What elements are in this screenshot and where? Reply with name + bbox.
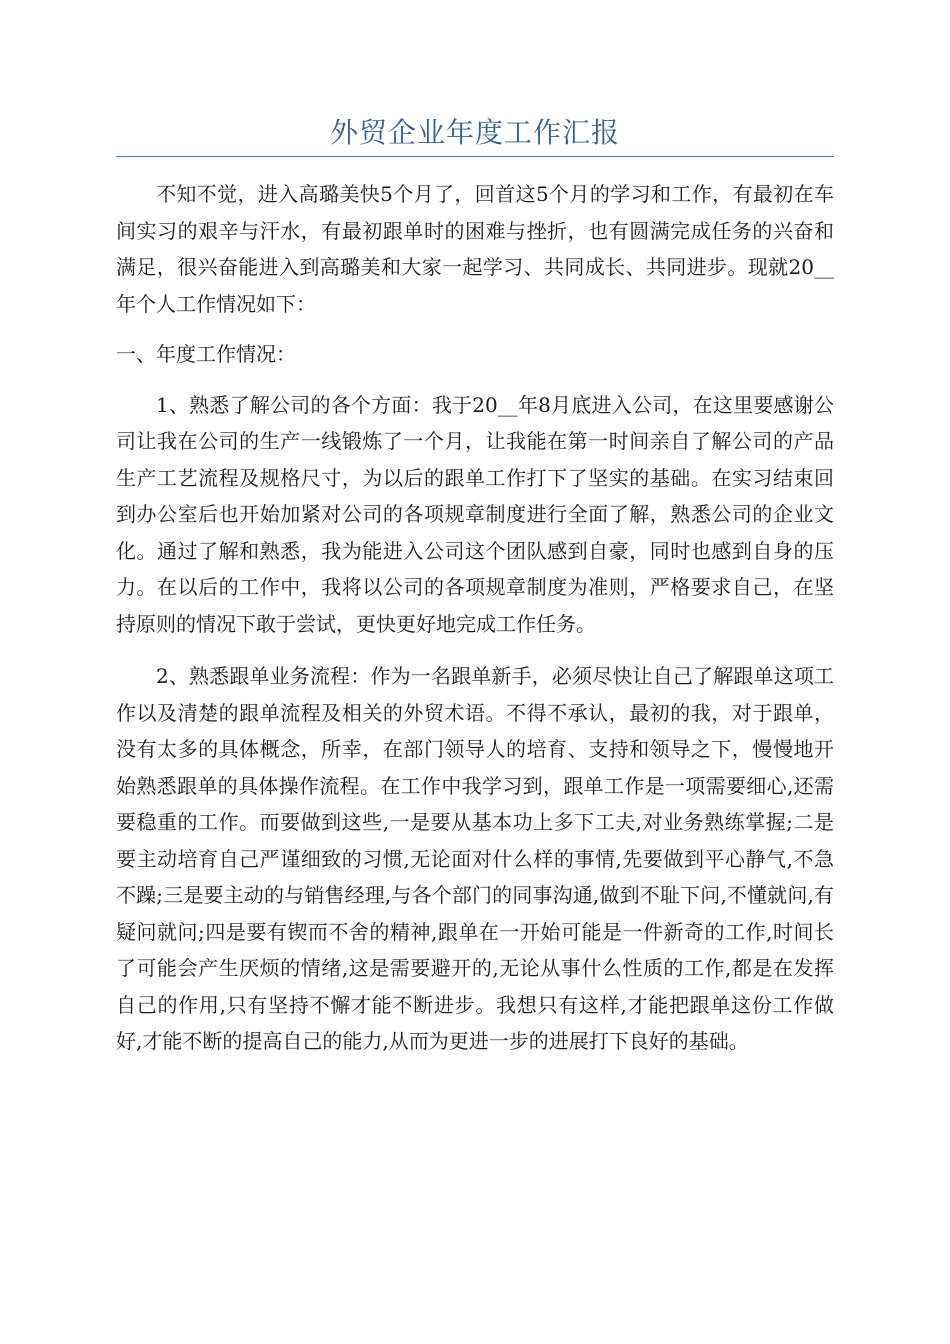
document-title: 外贸企业年度工作汇报 (329, 116, 620, 149)
intro-paragraph: 不知不觉，进入高璐美快5个月了，回首这5个月的学习和工作，有最初在车间实习的艰辛与汗水，有最初跟单时的困难与挫折，也有圆满完成任务的兴奋和满足，很兴奋能进入到高璐美和大家一起学习、共同成长、共同进步。现就20__年个人工作情况如下： (116, 182, 834, 316)
section-heading: 一、年度工作情况： (116, 342, 296, 366)
title-block (116, 110, 834, 157)
document-body (116, 176, 834, 1060)
item-1-paragraph: 1、熟悉了解公司的各个方面：我于20__年8月底进入公司，在这里要感谢公司让我在公司的生产一线锻炼了一个月，让我能在第一时间亲自了解公司的产品生产工艺流程及规格尺寸，为以后的跟单工作打下了坚实的基础。在实习结束回到办公室后也开始加紧对公司的各项规章制度进行全面了解，熟悉公司的企业文化。通过了解和熟悉，我为能进入公司这个团队感到自豪，同时也感到自身的压力。在以后的工作中，我将以公司的各项规章制度为准则，严格要求自己，在坚持原则的情况下敢于尝试，更快更好地完成工作任务。 (116, 392, 834, 636)
item-2-paragraph: 2、熟悉跟单业务流程：作为一名跟单新手，必须尽快让自己了解跟单这项工作以及清楚的跟单流程及相关的外贸术语。不得不承认，最初的我，对于跟单，没有太多的具体概念，所幸，在部门领导人的培育、支持和领导之下，慢慢地开始熟悉跟单的具体操作流程。在工作中我学习到，跟单工作是一项需要细心,还需要稳重的工作。而要做到这些,一是要从基本功上多下工夫,对业务熟练掌握;二是要主动培育自己严谨细致的习惯,无论面对什么样的事情,先要做到平心静气,不急不躁;三是要主动的与销售经理,与各个部门的同事沟通,做到不耻下问,不懂就问,有疑问就问;四是要有锲而不舍的精神,跟单在一开始可能是一件新奇的工作,时间长了可能会产生厌烦的情绪,这是需要避开的,无论从事什么性质的工作,都是在发挥自己的作用,只有坚持不懈才能不断进步。我想只有这样,才能把跟单这份工作做好,才能不断的提高自己的能力,从而为更进一步的进展打下良好的基础。 (116, 664, 834, 1053)
